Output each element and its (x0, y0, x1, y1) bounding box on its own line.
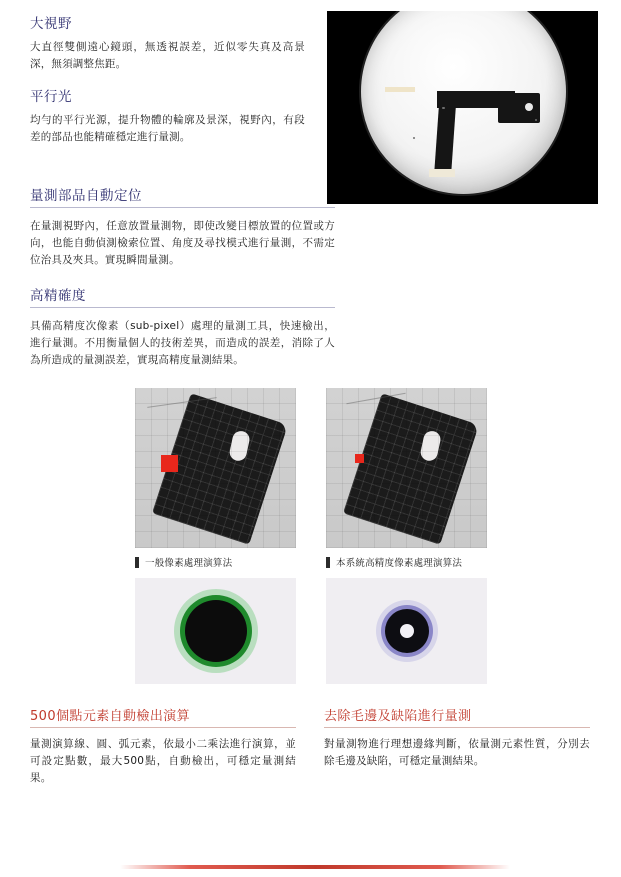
section-title-parallel-light: 平行光 (30, 89, 72, 106)
grid-row-blades (135, 388, 488, 684)
feature-500-points (30, 705, 296, 787)
caption-fine-pixel (326, 555, 487, 569)
pixel-grid-overlay (135, 388, 296, 548)
dust-speck (413, 137, 415, 139)
intro-text-column (30, 16, 305, 162)
bottom-feature-columns (30, 705, 590, 787)
auto-positioning-block (30, 188, 335, 285)
cell-fine-pixel (326, 388, 487, 684)
section-body-large-field: 大直徑雙側遠心鏡頭，無透視誤差，近似零失真及高景深，無須調整焦距。 (30, 41, 305, 71)
part-foot-block (498, 93, 540, 123)
telecentric-lens-photo (327, 11, 598, 204)
feature-body-burr-removal: 對量測物進行理想邊緣判斷，依量測元素性質，分別去除毛邊及缺陷，可穩定量測結果。 (324, 738, 590, 767)
caption-bar-icon (326, 557, 330, 568)
fine-pixel-marker (355, 454, 364, 463)
caption-coarse-pixel-label: 一般像素處理演算法 (145, 558, 233, 569)
caption-fine-pixel-label: 本系統高精度像素處理演算法 (336, 558, 463, 569)
image-green-ring-measurement (135, 578, 296, 684)
caption-coarse-pixel (135, 555, 296, 569)
green-circle-overlay (185, 600, 247, 662)
part-hole (525, 103, 533, 111)
high-accuracy-block (30, 288, 335, 385)
caption-bar-icon (135, 557, 139, 568)
image-coarse-pixel-blade (135, 388, 296, 548)
section-body-high-accuracy: 具備高精度次像素（sub-pixel）處理的量測工具，快速檢出，進行量測。不用衡量個人的技術差異，而造成的誤差，消除了人為所造成的量測誤差，實現高精度量測結果。 (30, 320, 335, 367)
feature-body-500-points: 量測演算線、圓、弧元素，依最小二乘法進行演算，並可設定點數，最大500點，自動檢出，可穩定量測結果。 (30, 738, 296, 784)
page-footer (0, 853, 621, 877)
purple-ring-wrap (385, 609, 429, 653)
green-ring-wrap (185, 600, 247, 662)
footer-accent-band (120, 865, 510, 869)
purple-circle-overlay (385, 609, 429, 653)
image-fine-pixel-blade (326, 388, 487, 548)
feature-title-500-points: 500個點元素自動檢出演算 (30, 705, 296, 728)
section-body-auto-positioning: 在量測視野內，任意放置量測物，即使改變目標放置的位置或方向，也能自動偵測檢索位置、角度及尋找模式進行量測，不需定位治具及夾具。實現瞬間量測。 (30, 220, 335, 267)
feature-burr-removal (324, 705, 590, 787)
cell-coarse-pixel (135, 388, 296, 684)
section-title-auto-positioning: 量測部品自動定位 (30, 188, 335, 208)
section-title-high-accuracy: 高精確度 (30, 288, 335, 308)
part-tape-tab-lower (429, 169, 455, 177)
metal-part-silhouette (423, 81, 533, 177)
section-body-parallel-light: 均勻的平行光源，提升物體的輪廓及景深，視野內，有段差的部品也能精確穩定進行量測。 (30, 114, 305, 144)
dust-speck (535, 119, 537, 121)
comparison-image-grid (135, 388, 488, 684)
image-purple-ring-measurement (326, 578, 487, 684)
part-tape-tab-upper (385, 87, 415, 92)
dust-speck (442, 107, 445, 109)
pixel-grid-overlay (326, 388, 487, 548)
coarse-pixel-marker (161, 455, 178, 472)
section-title-large-field: 大視野 (30, 16, 72, 32)
feature-title-burr-removal: 去除毛邊及缺陷進行量測 (324, 705, 590, 728)
